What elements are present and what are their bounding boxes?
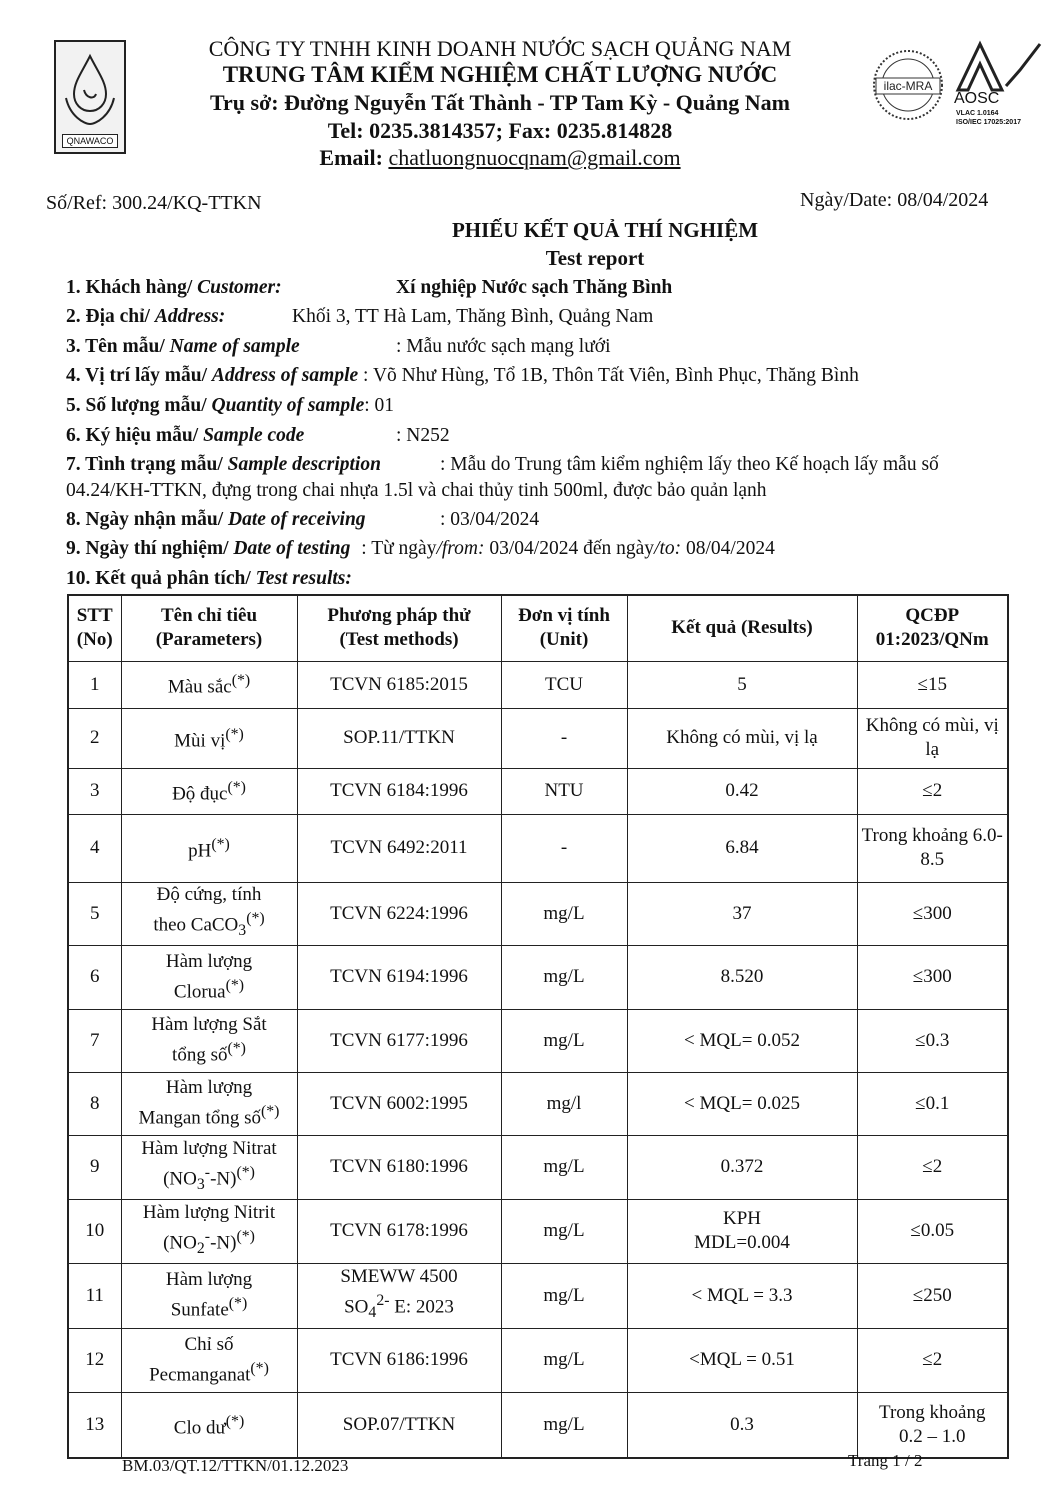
aosc-text: AOSC (954, 90, 1000, 107)
info-description: 7. Tình trạng mẫu/ Sample description : Mẫu do Trung tâm kiểm nghiệm lấy theo Kế hoạch lấy mẫu số (66, 454, 939, 475)
table-row (68, 768, 1008, 814)
cell-no: 13 (68, 1392, 121, 1458)
cell-param: Hàm lượng Nitrat $(NO_3^--N)^{(*)}$ (121, 1135, 297, 1199)
info-customer: 1. Khách hàng/ Customer: Xí nghiệp Nước sạch Thăng Bình (66, 277, 673, 298)
table-row (68, 1072, 1008, 1135)
company-logo (54, 40, 126, 154)
report-subtitle: Test report (545, 246, 645, 270)
cell-param: Hàm lượng Sắt tổng số(*) (121, 1009, 297, 1072)
cell-unit: TCU (501, 661, 627, 708)
cell-param: Hàm lượng Sunfate(*) (121, 1263, 297, 1328)
cell-param: Hàm lượng Clorua(*) (121, 945, 297, 1009)
cell-method: TCVN 6184:1996 (297, 768, 501, 814)
cell-result: KPH MDL=0.004 (627, 1199, 857, 1263)
cell-unit: mg/L (501, 1392, 627, 1458)
cell-limit: ≤2 (857, 768, 1008, 814)
cell-method: SOP.11/TTKN (297, 708, 501, 768)
header-standard: QCĐP 01:2023/QNm (857, 595, 1008, 661)
cell-limit: ≤0.1 (857, 1072, 1008, 1135)
table-row (68, 708, 1008, 768)
table-row (68, 1009, 1008, 1072)
header-unit: Đơn vị tính (Unit) (501, 595, 627, 661)
cell-param: Độ đục(*) (121, 768, 297, 814)
cell-limit: Trong khoảng 0.2 – 1.0 (857, 1392, 1008, 1458)
cell-result: <MQL = 0.51 (627, 1328, 857, 1392)
logo-brand-text: QNAWACO (62, 134, 118, 148)
aosc-vlac: VLAC 1.0164 (956, 110, 999, 117)
cell-result: 0.42 (627, 768, 857, 814)
cell-limit: Trong khoảng 6.0-8.5 (857, 814, 1008, 882)
table-row (68, 882, 1008, 945)
cell-result: 0.3 (627, 1392, 857, 1458)
cell-method: TCVN 6186:1996 (297, 1328, 501, 1392)
cell-limit: ≤250 (857, 1263, 1008, 1328)
cell-param: Clo dư(*) (121, 1392, 297, 1458)
info-date-received: 8. Ngày nhận mẫu/ Date of receiving : 03/04/2024 (66, 509, 540, 530)
cell-no: 3 (68, 768, 121, 814)
report-title: PHIẾU KẾT QUẢ THÍ NGHIỆM (451, 218, 759, 242)
cell-no: 11 (68, 1263, 121, 1328)
cell-no: 1 (68, 661, 121, 708)
cell-no: 9 (68, 1135, 121, 1199)
header-results: Kết quả (Results) (627, 595, 857, 661)
table-row (68, 1392, 1008, 1458)
cell-param: Mùi vị(*) (121, 708, 297, 768)
cell-result: < MQL = 3.3 (627, 1263, 857, 1328)
header-parameters: Tên chỉ tiêu (Parameters) (121, 595, 297, 661)
cell-unit: mg/L (501, 1135, 627, 1199)
cell-no: 6 (68, 945, 121, 1009)
ilac-seal-icon (870, 44, 946, 126)
cell-result: 37 (627, 882, 857, 945)
head-office-address: Trụ sở: Đường Nguyễn Tất Thành - TP Tam Kỳ - Quảng Nam (210, 90, 790, 115)
cell-method: SOP.07/TTKN (297, 1392, 501, 1458)
table-row (68, 945, 1008, 1009)
cell-result: < MQL= 0.052 (627, 1009, 857, 1072)
cell-method: TCVN 6224:1996 (297, 882, 501, 945)
cell-limit: ≤0.05 (857, 1199, 1008, 1263)
info-sample-location: 4. Vị trí lấy mẫu/ Address of sample : Võ Như Hùng, Tổ 1B, Thôn Tất Viên, Bình Phục, Thăng Bình (66, 365, 859, 386)
table-row (68, 1328, 1008, 1392)
cell-result: < MQL= 0.025 (627, 1072, 857, 1135)
cell-method: TCVN 6194:1996 (297, 945, 501, 1009)
results-table (67, 594, 1009, 1459)
cell-unit: mg/L (501, 1199, 627, 1263)
cell-no: 10 (68, 1199, 121, 1263)
company-name: CÔNG TY TNHH KINH DOANH NƯỚC SẠCH QUẢNG NAM (208, 36, 792, 61)
report-date: Ngày/Date: 08/04/2024 (800, 189, 989, 211)
cell-method: SMEWW 4500 $SO_4^{2-}$ E: 2023 (297, 1263, 501, 1328)
cell-limit: ≤300 (857, 882, 1008, 945)
cell-limit: ≤15 (857, 661, 1008, 708)
cell-no: 12 (68, 1328, 121, 1392)
cell-limit: ≤2 (857, 1135, 1008, 1199)
cell-method: TCVN 6185:2015 (297, 661, 501, 708)
ilac-mra-logo (870, 44, 946, 126)
table-row (68, 1199, 1008, 1263)
table-row (68, 1135, 1008, 1199)
form-code: BM.03/QT.12/TTKN/01.12.2023 (122, 1456, 349, 1475)
cell-no: 2 (68, 708, 121, 768)
aosc-logo (950, 40, 1044, 130)
info-test-results-label: 10. Kết quả phân tích/ Test results: (66, 568, 352, 589)
cell-method: TCVN 6178:1996 (297, 1199, 501, 1263)
cell-unit: - (501, 708, 627, 768)
reference-number: Số/Ref: 300.24/KQ-TTKN (46, 192, 262, 214)
cell-param: Màu sắc(*) (121, 661, 297, 708)
info-address: 2. Địa chỉ/ Address: Khối 3, TT Hà Lam, Thăng Bình, Quảng Nam (66, 306, 654, 327)
info-sample-name: 3. Tên mẫu/ Name of sample : Mẫu nước sạch mạng lưới (66, 336, 611, 357)
aosc-mark-icon (950, 40, 1044, 94)
water-drop-logo-icon (60, 50, 120, 130)
cell-no: 8 (68, 1072, 121, 1135)
cell-no: 5 (68, 882, 121, 945)
cell-unit: mg/L (501, 945, 627, 1009)
table-row (68, 814, 1008, 882)
table-header-row (68, 595, 1008, 661)
cell-param: Chỉ số Pecmanganat(*) (121, 1328, 297, 1392)
info-sample-code: 6. Ký hiệu mẫu/ Sample code : N252 (66, 425, 450, 446)
cell-unit: mg/L (501, 882, 627, 945)
header-no: STT (No) (68, 595, 121, 661)
cell-result: 0.372 (627, 1135, 857, 1199)
cell-no: 4 (68, 814, 121, 882)
cell-unit: mg/L (501, 1263, 627, 1328)
table-row (68, 1263, 1008, 1328)
cell-result: 6.84 (627, 814, 857, 882)
cell-no: 7 (68, 1009, 121, 1072)
page-number: Trang 1 / 2 (848, 1451, 923, 1470)
cell-param: Độ cứng, tính theo CaCO$_3$(*) (121, 882, 297, 945)
cell-result: 8.520 (627, 945, 857, 1009)
cell-limit: ≤0.3 (857, 1009, 1008, 1072)
info-description-cont: 04.24/KH-TTKN, đựng trong chai nhựa 1.5l và chai thủy tinh 500ml, được bảo quản lạnh (66, 480, 767, 501)
email-link[interactable]: chatluongnuocqnam@gmail.com (388, 145, 681, 170)
center-name: TRUNG TÂM KIỂM NGHIỆM CHẤT LƯỢNG NƯỚC (222, 62, 778, 87)
cell-limit: ≤2 (857, 1328, 1008, 1392)
header-methods: Phương pháp thử (Test methods) (297, 595, 501, 661)
cell-param: Hàm lượng Mangan tổng số(*) (121, 1072, 297, 1135)
info-quantity: 5. Số lượng mẫu/ Quantity of sample: 01 (66, 395, 395, 416)
info-date-testing: 9. Ngày thí nghiệm/ Date of testing : Từ ngày/from: 03/04/2024 đến ngày/to: 08/04/2024 (66, 538, 775, 559)
cell-unit: mg/L (501, 1328, 627, 1392)
cell-method: TCVN 6180:1996 (297, 1135, 501, 1199)
cell-unit: mg/l (501, 1072, 627, 1135)
email-line: Email: chatluongnuocqnam@gmail.com (319, 145, 681, 170)
cell-method: TCVN 6002:1995 (297, 1072, 501, 1135)
svg-text:ilac-MRA: ilac-MRA (883, 79, 933, 93)
tel-fax: Tel: 0235.3814357; Fax: 0235.814828 (327, 118, 673, 143)
cell-unit: NTU (501, 768, 627, 814)
cell-unit: - (501, 814, 627, 882)
cell-result: Không có mùi, vị lạ (627, 708, 857, 768)
cell-method: TCVN 6492:2011 (297, 814, 501, 882)
cell-unit: mg/L (501, 1009, 627, 1072)
aosc-iso: ISO/IEC 17025:2017 (956, 119, 1021, 126)
cell-result: 5 (627, 661, 857, 708)
cell-param: Hàm lượng Nitrit $(NO_2^--N)^{(*)}$ (121, 1199, 297, 1263)
cell-limit: ≤300 (857, 945, 1008, 1009)
table-row (68, 661, 1008, 708)
cell-param: pH(*) (121, 814, 297, 882)
cell-limit: Không có mùi, vị lạ (857, 708, 1008, 768)
cell-method: TCVN 6177:1996 (297, 1009, 501, 1072)
